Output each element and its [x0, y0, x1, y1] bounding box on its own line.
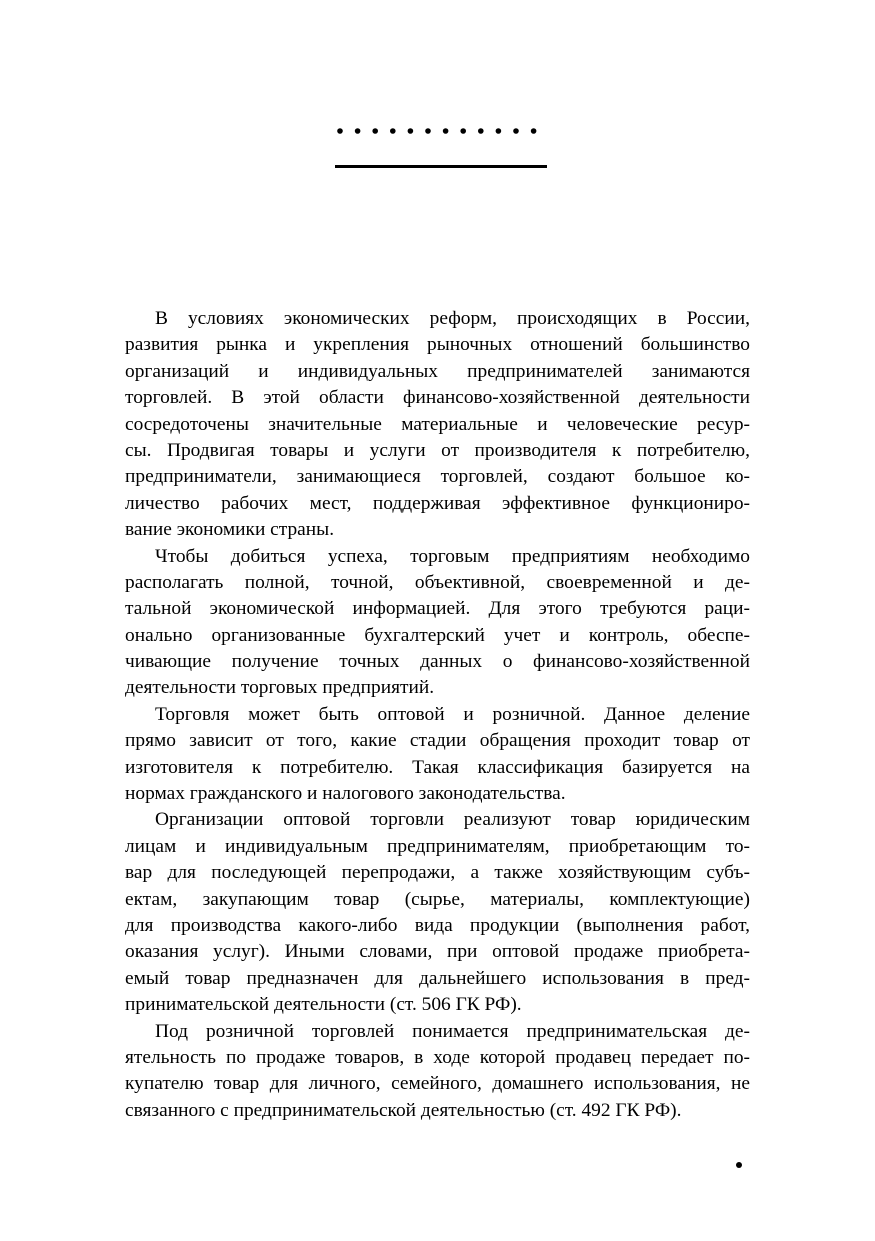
ornament-dot — [408, 128, 414, 134]
text-line: чивающие получение точных данных о финансово-хозяйственной — [125, 651, 750, 673]
text-line: Под розничной торговлей понимается предпринимательская де- — [155, 1020, 750, 1042]
ornament-dot — [531, 128, 537, 134]
text-line: личество рабочих мест, поддерживая эффективное функциониро- — [125, 492, 750, 514]
text-line: прямо зависит от того, какие стадии обращения проходит товар от — [125, 730, 750, 752]
text-line: предприниматели, занимающиеся торговлей, создают большое ко- — [125, 466, 750, 488]
text-line: принимательской деятельности (ст. 506 ГК РФ). — [125, 994, 522, 1016]
ornament-dot — [337, 128, 343, 134]
ornament-dot — [355, 128, 361, 134]
paragraph — [125, 702, 750, 808]
ornament-dot — [443, 128, 449, 134]
ornament-dot — [513, 128, 519, 134]
paragraph — [125, 807, 750, 1018]
ornament-dot — [460, 128, 466, 134]
text-line: развития рынка и укрепления рыночных отношений большинство — [125, 334, 750, 356]
ornament-dot — [496, 128, 502, 134]
text-line: тальной экономической информацией. Для этого требуются раци- — [125, 598, 750, 620]
text-line: Чтобы добиться успеха, торговым предприятиям необходимо — [155, 545, 750, 567]
text-line: деятельности торговых предприятий. — [125, 677, 435, 699]
text-line: ятельность по продаже товаров, в ходе которой продавец передает по- — [125, 1046, 750, 1068]
ornament-dot — [372, 128, 378, 134]
text-line: вар для последующей перепродажи, а также хозяйствующим субъ- — [125, 862, 750, 884]
text-line: Организации оптовой торговли реализуют товар юридическим — [155, 809, 750, 831]
dotted-ornament — [336, 120, 548, 142]
text-line: нормах гражданского и налогового законодательства. — [125, 783, 566, 805]
text-line: располагать полной, точной, объективной, своевременной и де- — [125, 571, 750, 593]
ornament-dot — [478, 128, 484, 134]
page-marker-dot — [734, 1160, 744, 1170]
header-rule — [335, 165, 547, 168]
text-line: изготовителя к потребителю. Такая классификация базируется на — [125, 756, 750, 778]
text-line: для производства какого-либо вида продукции (выполнения работ, — [125, 914, 750, 936]
text-line: торговлей. В этой области финансово-хозяйственной деятельности — [125, 387, 750, 409]
text-line: Торговля может быть оптовой и розничной. Данное деление — [155, 703, 750, 725]
ornament-dot — [390, 128, 396, 134]
paragraph — [125, 544, 750, 702]
text-line: лицам и индивидуальным предпринимателям, приобретающим то- — [125, 835, 750, 857]
text-line: В условиях экономических реформ, происходящих в России, — [155, 308, 750, 329]
text-line: вание экономики страны. — [125, 519, 335, 541]
dots-icon — [336, 120, 548, 142]
text-line: онально организованные бухгалтерский учет и контроль, обеспе- — [125, 624, 750, 646]
text-line: связанного с предпринимательской деятельностью (ст. 492 ГК РФ). — [125, 1099, 682, 1121]
ornament-dot — [425, 128, 431, 134]
text-line: сы. Продвигая товары и услуги от производителя к потребителю, — [125, 439, 750, 461]
paragraph — [125, 1019, 750, 1125]
text-line: оказания услуг). Иными словами, при оптовой продаже приобрета- — [125, 941, 750, 963]
paragraph — [125, 306, 750, 544]
text-line: купателю товар для личного, семейного, домашнего использования, не — [125, 1073, 750, 1095]
text-line: ектам, закупающим товар (сырье, материалы, комплектующие) — [125, 888, 750, 910]
text-line: емый товар предназначен для дальнейшего использования в пред- — [125, 967, 750, 989]
body-text — [125, 306, 750, 1124]
text-line: организаций и индивидуальных предпринимателей занимаются — [125, 360, 750, 382]
text-line: сосредоточены значительные материальные и человеческие ресур- — [125, 413, 750, 435]
